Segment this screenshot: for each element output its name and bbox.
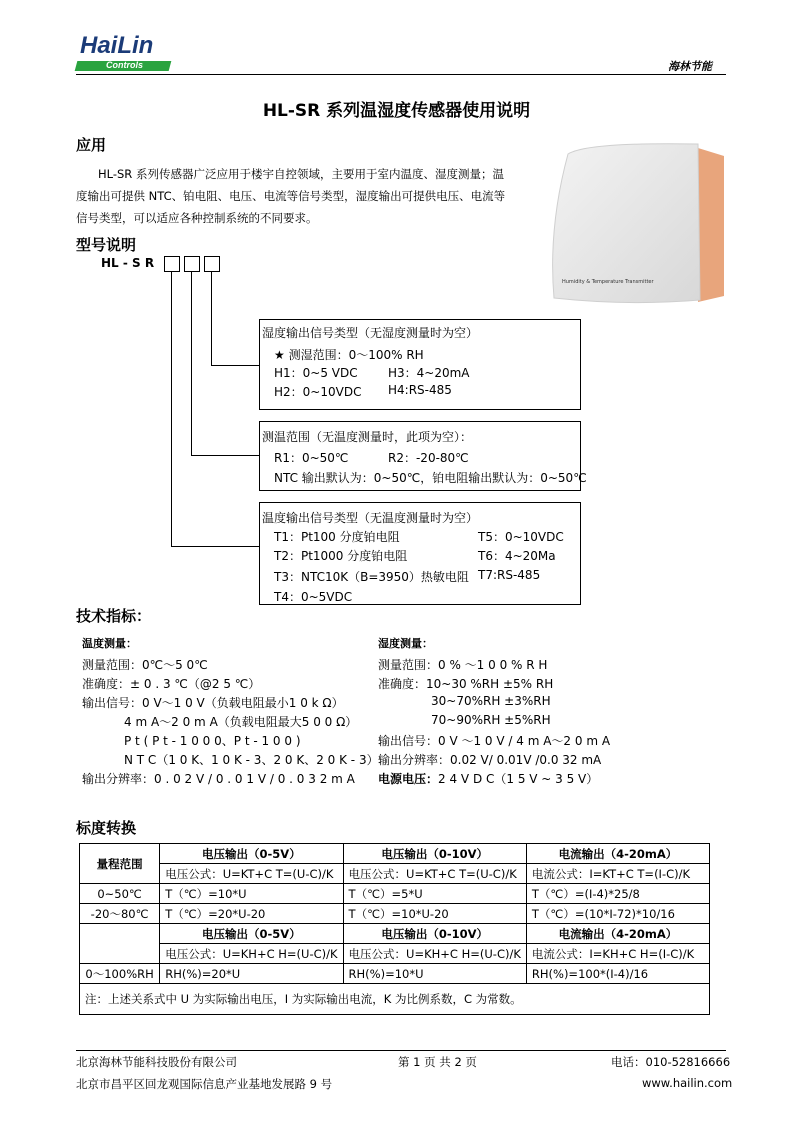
hum-h2: H2：0~10VDC (274, 385, 362, 399)
hum-formula-5v: 电压公式：U=KH+C H=(U-C)/K (160, 944, 343, 964)
table-row (80, 904, 710, 924)
hum-h3: H3：4~20mA (388, 366, 470, 380)
hum-spec-accuracy-2: 30~70%RH ±3%RH (431, 694, 551, 708)
temp-spec-output: 输出信号：0 V～1 0 V（负载电阻最小1 0 k Ω） (82, 696, 344, 710)
hum-spec-accuracy: 准确度：10~30 %RH ±5% RH (378, 677, 554, 691)
temp-range-title: 测温范围（无温度测量时，此项为空）： (262, 430, 473, 444)
product-image (548, 138, 726, 306)
col-voltage-5v-header: 电压输出（0-5V） (160, 844, 343, 864)
temp-t2: T2：Pt1000 分度铂电阻 (274, 549, 408, 563)
table-cell: 0～100%RH (80, 964, 160, 984)
table-row (80, 984, 710, 1015)
table-cell: RH(%)=100*(I-4)/16 (526, 964, 709, 984)
col-voltage-10v-header: 电压输出（0-10V） (343, 844, 526, 864)
table-cell: T（℃）=20*U-20 (160, 904, 343, 924)
connector-hum-v (211, 272, 212, 366)
temp-formula-5v: 电压公式：U=KT+C T=(U-C)/K (160, 864, 343, 884)
hum-h1: H1：0~5 VDC (274, 366, 358, 380)
temp-spec-range: 测量范围：0℃～5 0℃ (82, 658, 208, 672)
table-cell: T（℃）=5*U (343, 884, 526, 904)
application-para-line2: 度输出可提供 NTC、铂电阻、电压、电流等信号类型，湿度输出可提供电压、电流等 (76, 189, 506, 203)
table-cell: RH(%)=20*U (160, 964, 343, 984)
hum-signal-box (259, 319, 581, 410)
power-supply (378, 770, 598, 787)
range-header: 量程范围 (80, 844, 160, 884)
hum-spec-resolution: 输出分辨率：0.02 V/ 0.01V /0.0 32 mA (378, 753, 602, 767)
hum-col-voltage-10v-header: 电压输出（0-10V） (343, 924, 526, 944)
table-cell: 0~50℃ (80, 884, 160, 904)
logo-sub-text: Controls (106, 60, 143, 70)
temp-formula-10v: 电压公式：U=KT+C T=(U-C)/K (343, 864, 526, 884)
hum-h4: H4:RS-485 (388, 383, 452, 397)
table-cell-empty (80, 924, 160, 964)
hum-spec-title: 湿度测量： (378, 637, 433, 650)
temp-t5: T5：0~10VDC (478, 530, 564, 544)
temp-signal-title: 温度输出信号类型（无温度测量时为空） (262, 511, 479, 525)
temp-signal-box (259, 502, 581, 605)
col-current-header: 电流输出（4-20mA） (526, 844, 709, 864)
hum-formula-10v: 电压公式：U=KH+C H=(U-C)/K (343, 944, 526, 964)
hum-signal-title: 湿度输出信号类型（无湿度测量时为空） (262, 326, 479, 340)
hum-formula-ma: 电流公式：I=KH+C H=(I-C)/K (526, 944, 709, 964)
calibration-heading: 标度转换 (76, 819, 137, 837)
temp-spec-title: 温度测量： (82, 637, 137, 650)
temp-spec-accuracy: 准确度：± 0 . 3 ℃（@2 5 ℃） (82, 677, 261, 691)
application-para-line1: HL-SR 系列传感器广泛应用于楼宇自控领域，主要用于室内温度、湿度测量；温 (98, 167, 504, 181)
temp-t7: T7:RS-485 (478, 568, 541, 582)
logo-main-text: HaiLin (80, 32, 154, 59)
temp-formula-ma: 电流公式：I=KT+C T=(I-C)/K (526, 864, 709, 884)
temp-range-box (259, 421, 587, 491)
table-row (80, 864, 710, 884)
connector-range-h (191, 455, 260, 456)
table-cell: T（℃）=10*U (160, 884, 343, 904)
table-cell: -20～80℃ (80, 904, 160, 924)
table-note: 注：上述关系式中 U 为实际输出电压，I 为实际输出电流，K 为比例系数，C 为常数。 (80, 984, 710, 1015)
application-heading: 应用 (76, 136, 107, 154)
model-box-temp-range (184, 256, 200, 272)
table-cell: T（℃）=(I-4)*25/8 (526, 884, 709, 904)
table-cell: T（℃）=(10*I-72)*10/16 (526, 904, 709, 924)
table-row (80, 884, 710, 904)
hum-range-line: ★ 测湿范围：0～100% RH (274, 348, 424, 362)
temp-spec-output-ma: 4 m A～2 0 m A（负载电阻最大5 0 0 Ω） (124, 715, 358, 729)
model-box-temp-signal (164, 256, 180, 272)
page-title: HL-SR 系列温湿度传感器使用说明 (262, 101, 531, 121)
model-box-hum-signal (204, 256, 220, 272)
header-divider (76, 74, 726, 75)
footer-page-number: 第 1 页 共 2 页 (398, 1055, 477, 1069)
temp-range-r2: R2：-20-80℃ (388, 451, 469, 465)
connector-range-v (191, 272, 192, 456)
temp-range-r1: R1：0~50℃ (274, 451, 349, 465)
product-image-label: Humidity & Temperature Transmitter (562, 279, 654, 285)
connector-temp-v (171, 272, 172, 547)
hum-spec-output: 输出信号：0 V ～1 0 V / 4 m A～2 0 m A (378, 734, 611, 748)
temp-t4: T4：0~5VDC (274, 590, 353, 604)
table-cell: RH(%)=10*U (343, 964, 526, 984)
connector-hum-h (211, 365, 260, 366)
hum-col-voltage-5v-header: 电压输出（0-5V） (160, 924, 343, 944)
temp-spec-output-pt: P t ( P t - 1 0 0 0、P t - 1 0 0 ) (124, 734, 301, 748)
footer-phone: 电话：010-52816666 (611, 1055, 731, 1069)
hum-spec-accuracy-3: 70~90%RH ±5%RH (431, 713, 551, 727)
footer-website: www.hailin.com (642, 1076, 733, 1090)
model-heading: 型号说明 (76, 236, 137, 254)
hum-col-current-header: 电流输出（4-20mA） (526, 924, 709, 944)
hum-spec-range: 测量范围：0 % ～1 0 0 % R H (378, 658, 548, 672)
temp-t1: T1：Pt100 分度铂电阻 (274, 530, 400, 544)
temp-t6: T6：4~20Ma (478, 549, 556, 563)
calibration-table (79, 843, 710, 1015)
model-code: HL - S R (101, 256, 155, 270)
specs-heading: 技术指标： (76, 607, 152, 625)
table-cell: T（℃）=10*U-20 (343, 904, 526, 924)
temp-range-default: NTC 输出默认为：0~50℃，铂电阻输出默认为：0~50℃ (274, 471, 587, 485)
footer-address: 北京市昌平区回龙观国际信息产业基地发展路 9 号 (76, 1077, 333, 1091)
footer-company: 北京海林节能科技股份有限公司 (76, 1055, 237, 1069)
table-row (80, 924, 710, 944)
table-row (80, 944, 710, 964)
footer-divider (76, 1050, 726, 1051)
temp-t3: T3：NTC10K（B=3950）热敏电阻 (274, 570, 469, 584)
table-row (80, 844, 710, 864)
header-right-label: 海林节能 (668, 60, 712, 73)
power-supply-value: 2 4 V D C（1 5 V ~ 3 5 V） (438, 772, 599, 786)
table-row (80, 964, 710, 984)
temp-spec-resolution: 输出分辨率：0 . 0 2 V / 0 . 0 1 V / 0 . 0 3 2 m A (82, 772, 355, 786)
hailin-logo (76, 32, 172, 74)
power-supply-label: 电源电压： (378, 772, 439, 786)
application-para-line3: 信号类型，可以适应各种控制系统的不同要求。 (76, 211, 318, 225)
connector-temp-h (171, 546, 260, 547)
temp-spec-output-ntc: N T C（1 0 K、1 0 K - 3、2 0 K、2 0 K - 3） (124, 753, 379, 767)
